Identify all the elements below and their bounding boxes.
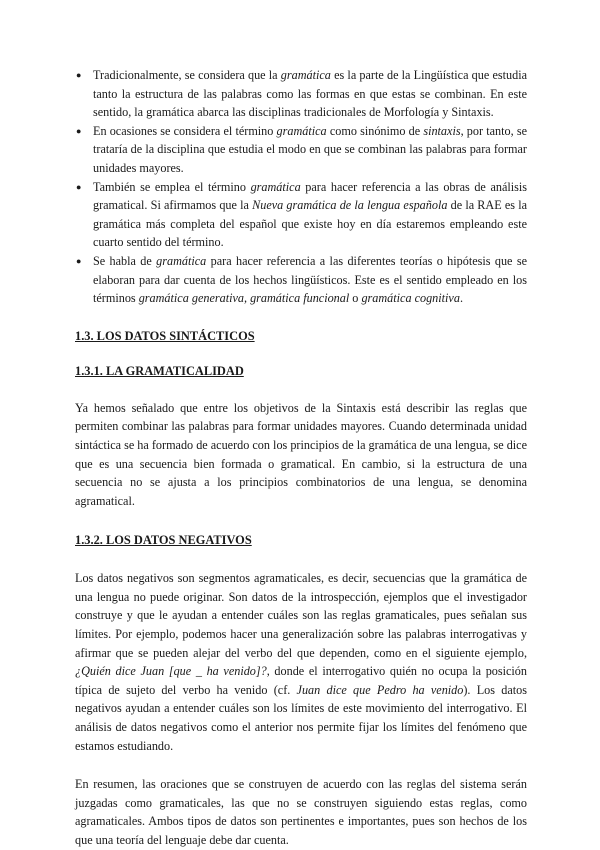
subsection-heading-datos-negativos: 1.3.2. LOS DATOS NEGATIVOS <box>75 533 252 548</box>
italic-term: gramática generativa, gramática funcional <box>138 291 350 306</box>
text: es la parte de la Lingüística que estudia tanto la estructura de las palabras como las formas en que estas se combinan. En este sentido, la gramática abarca las disciplinas tradicionales de Morfología y Sintaxis. <box>93 68 527 120</box>
text: Los datos negativos son segmentos agramaticales, es decir, secuencias que la gramática de una lengua no puede originar. Son datos de la introspección, ejemplos que el investigador construye y que le ayudan a entender cuáles son las reglas gramaticales, pues señalan sus límites. Por ejemplo, podemos hacer una generalización sobre las palabras interrogativas y afirmar que se pueden alejar del verbo del que dependen, como en el siguiente ejemplo, <box>75 571 527 660</box>
meaning-list <box>75 66 527 308</box>
section-heading: 1.3. LOS DATOS SINTÁCTICOS <box>75 328 255 343</box>
bullet-icon: ● <box>76 181 82 192</box>
italic-term: gramática cognitiva <box>361 291 460 306</box>
text: En ocasiones se considera el término <box>93 123 277 138</box>
text: para hacer referencia a las diferentes teorías o hipótesis que se elaboran para dar cuenta de los hechos lingüísticos. Este es el sentido empleado en los términos <box>93 253 527 306</box>
italic-term: gramática <box>280 68 331 82</box>
paragraph-resumen: En resumen, las oraciones que se construyen de acuerdo con las reglas del sistema serán juzgadas como gramaticales, las que no se construyen siguiendo estas reglas, como agramaticales. Ambos tipos de datos son pertinentes e importantes, pues son hechos de los que una teoría del lenguaje debe dar cuenta. <box>75 777 527 847</box>
italic-term: gramática <box>156 253 207 268</box>
bullet-icon: ● <box>76 70 82 80</box>
bullet-icon: ● <box>76 125 82 136</box>
text: o <box>349 291 362 306</box>
text: ). Los datos negativos ayudan a entender cuáles son los límites de este movimiento del interrogativo. El análisis de datos negativos como el anterior nos permite fijar los límites del fenómeno que estamos estudiando. <box>75 682 527 753</box>
list-item <box>75 178 527 252</box>
list-item <box>75 66 527 122</box>
list-item <box>75 122 527 178</box>
page-content <box>75 66 527 850</box>
italic-term: gramática <box>250 179 301 194</box>
italic-term: sintaxis <box>423 123 461 138</box>
text: , por tanto, se trataría de la disciplina que estudia el modo en que se combinan las palabras para formar unidades mayores. <box>93 123 527 175</box>
italic-title: Nueva gramática de la lengua española <box>252 198 448 213</box>
italic-example: Juan dice que Pedro ha venido <box>296 682 464 697</box>
italic-term: gramática <box>276 123 327 138</box>
text: . <box>459 291 463 306</box>
text: de la RAE es la gramática más completa del español que existe hoy en día estaremos empleando este cuarto sentido del término. <box>93 198 527 250</box>
text: como sinónimo de <box>326 123 424 138</box>
italic-example: ¿Quién dice Juan [que _ ha venido]? <box>75 664 267 679</box>
text: También se emplea el término <box>93 179 251 194</box>
list-item <box>75 252 527 308</box>
text: Tradicionalmente, se considera que la <box>93 68 281 82</box>
subsection-heading-gramaticalidad: 1.3.1. LA GRAMATICALIDAD <box>75 363 244 378</box>
paragraph-gramaticalidad: Ya hemos señalado que entre los objetivos de la Sintaxis está describir las reglas que permiten combinar las palabras para formar unidades mayores. Cuando determinada unidad sintáctica se ha formado de acuerdo con los principios de la gramática de una lengua, se dice que es una secuencia bien formada o gramatical. En cambio, si la estructura de una secuencia no se ajusta a los principios combinatorios de una lengua, se denomina agramatical. <box>75 400 527 508</box>
text: Se habla de <box>93 253 157 268</box>
paragraph-datos-negativos <box>75 569 527 755</box>
text: para hacer referencia a las obras de análisis gramatical. Si afirmamos que la <box>93 179 527 213</box>
bullet-icon: ● <box>76 255 82 266</box>
text: , donde el interrogativo quién no ocupa la posición típica de sujeto del verbo ha venido (cf. <box>75 664 527 697</box>
